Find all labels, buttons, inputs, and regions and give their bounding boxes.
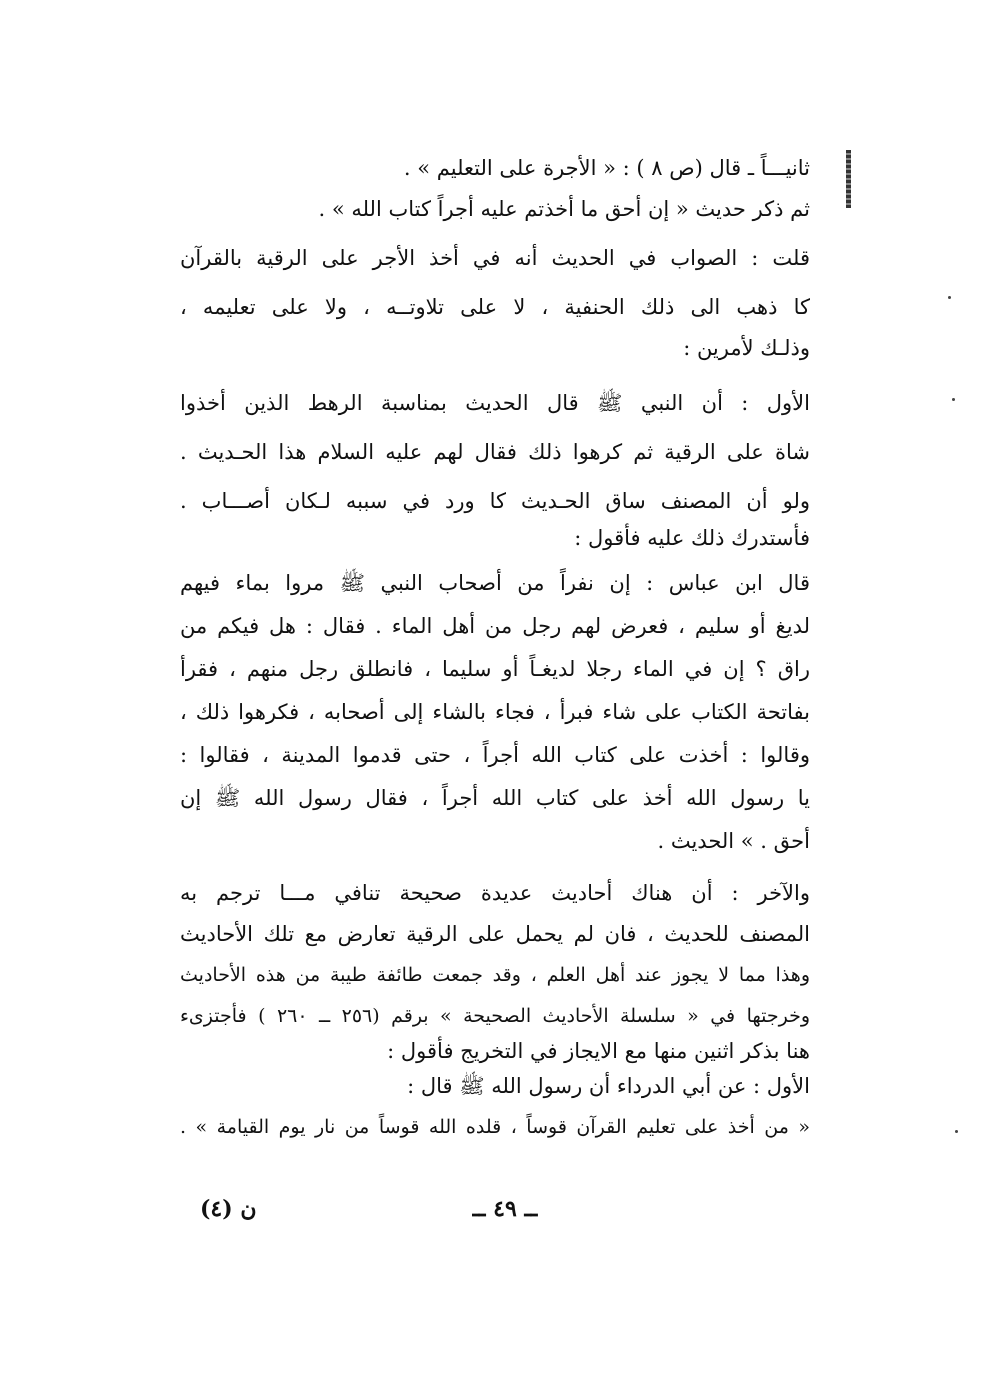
text-line: وذلـك لأمرين : bbox=[683, 336, 810, 360]
text-line: شاة على الرقية ثم كرهوا ذلك فقال لهم عليه السلام هذا الحـديث . bbox=[180, 440, 810, 464]
text-line: المصنف للحديث ، فان لم يحمل على الرقية تعارض مع تلك الأحاديث bbox=[180, 922, 810, 946]
text-line: قال ابن عباس : إن نفراً من أصحاب النبي ﷺ مروا بماء فيهم bbox=[180, 571, 810, 595]
paragraph-hadith bbox=[180, 570, 810, 855]
text-line: ولو أن المصنف ساق الحـديث كا ورد في سببه لـكان أصـــاب . bbox=[180, 489, 810, 513]
text-line: الأول : عن أبي الدرداء أن رسول الله ﷺ قال : bbox=[407, 1074, 810, 1098]
text-line: ثم ذكر حديث « إن أحق ما أخذتم عليه أجراً كتاب الله » . bbox=[318, 197, 810, 221]
text-line: فأستدرك ذلك عليه فأقول : bbox=[574, 526, 810, 550]
text-line: قلت : الصواب في الحديث أنه في أخذ الأجر على الرقية بالقرآن bbox=[180, 246, 810, 270]
margin-speck bbox=[955, 1130, 958, 1133]
paragraph-intro bbox=[180, 155, 810, 362]
text-line: هنا بذكر اثنين منها مع الايجاز في التخريج فأقول : bbox=[387, 1039, 810, 1063]
text-line: أحق . » الحديث . bbox=[657, 829, 810, 853]
margin-bar bbox=[846, 150, 851, 208]
text-line: وخرجتها في « سلسلة الأحاديث الصحيحة » برقم (٢٥٦ ــ ٢٦٠ ) فأجتزىء bbox=[180, 1005, 810, 1027]
text-line: ثانيـــاً ـ قال (ص ٨ ) : « الأجرة على التعليم » . bbox=[403, 156, 810, 180]
text-line: والآخر : أن هناك أحاديث عديدة صحيحة تنافي مـــا ترجم به bbox=[180, 881, 810, 905]
text-line: وهذا مما لا يجوز عند أهل العلم ، وقد جمعت طائفة طيبة من هذه الأحاديث bbox=[180, 964, 810, 986]
text-line: وقالوا : أخذت على كتاب الله أجراً ، حتى قدموا المدينة ، فقالوا : bbox=[180, 743, 810, 767]
signature-mark: ن (٤) bbox=[200, 1196, 257, 1222]
paragraph-second-reason bbox=[180, 880, 810, 1141]
text-line: راق ؟ إن في الماء رجلا لديغـاً أو سليما ، فانطلق رجل منهم ، فقرأ bbox=[180, 657, 810, 681]
margin-speck bbox=[952, 398, 955, 401]
text-line: كا ذهب الى ذلك الحنفية ، لا على تلاوتــه ، ولا على تعليمه ، bbox=[180, 295, 810, 319]
page-number: ــ ٤٩ ــ bbox=[472, 1196, 538, 1222]
text-line: يا رسول الله أخذ على كتاب الله أجراً ، فقال رسول الله ﷺ إن bbox=[180, 786, 810, 810]
margin-speck bbox=[948, 296, 951, 299]
text-line: بفاتحة الكتاب على شاء فبرأ ، فجاء بالشاء إلى أصحابه ، فكرهوا ذلك ، bbox=[180, 700, 810, 724]
text-line: « من أخذ على تعليم القرآن قوساً ، قلده الله قوساً من نار يوم القيامة » . bbox=[180, 1116, 810, 1138]
text-line: الأول : أن النبي ﷺ قال الحديث بمناسبة الرهط الذين أخذوا bbox=[180, 391, 810, 415]
text-line: لديغ أو سليم ، فعرض لهم رجل من أهل الماء . فقال : هل فيكم من bbox=[180, 614, 810, 638]
paragraph-first-reason bbox=[180, 390, 810, 552]
